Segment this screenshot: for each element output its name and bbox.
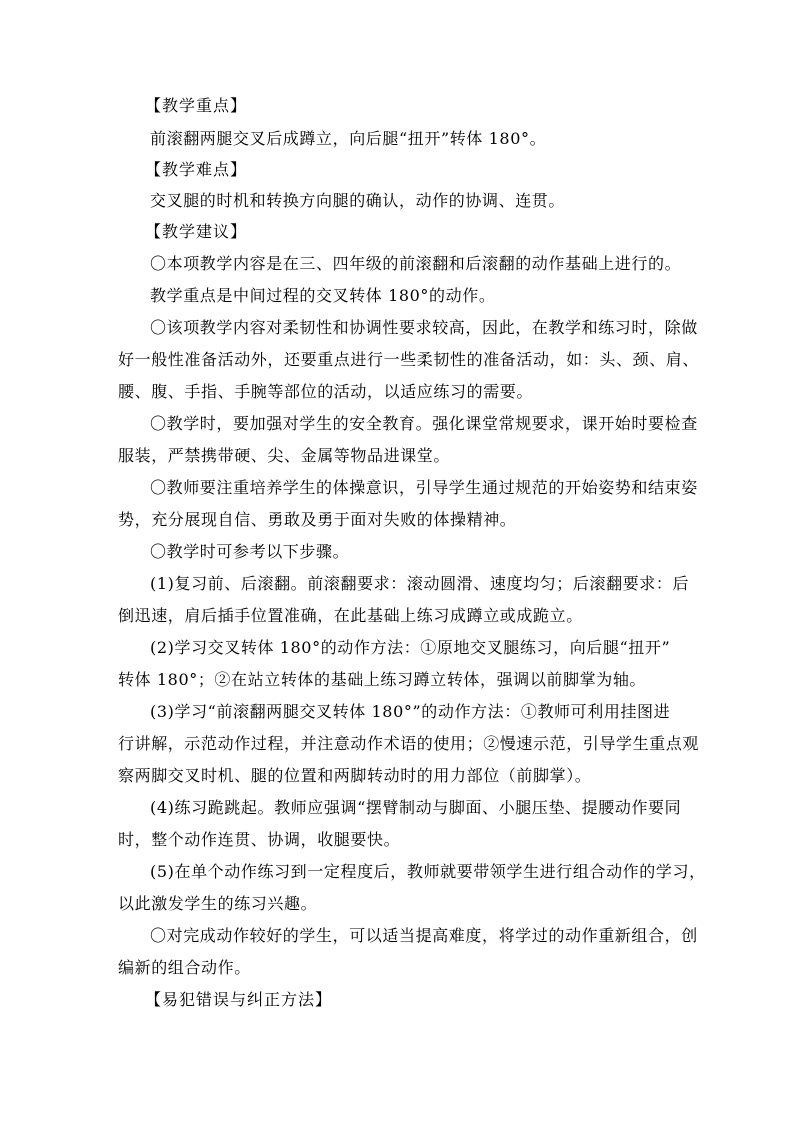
section-heading-suggestion: 【教学建议】 — [145, 222, 248, 241]
paragraph-line: 教学重点是中间过程的交叉转体 180°的动作。 — [150, 286, 496, 305]
paragraph-line: 〇教学时，要加强对学生的安全教育。强化课堂常规要求，课开始时要检查 — [150, 414, 698, 433]
paragraph-line: 腰、腹、手指、手腕等部位的活动，以适应练习的需要。 — [118, 382, 534, 401]
paragraph-line: 服装，严禁携带硬、尖、金属等物品进课堂。 — [118, 446, 451, 465]
paragraph-line: (4)练习跪跳起。教师应强调“摆臂制动与脚面、小腿压垫、提腰动作要同 — [150, 798, 682, 817]
paragraph-line: 倒迅速，肩后插手位置准确，在此基础上练习成蹲立或成跪立。 — [118, 606, 583, 625]
paragraph-line: 时，整个动作连贯、协调，收腿要快。 — [118, 830, 401, 849]
paragraph-line: 察两脚交叉时机、腿的位置和两脚转动时的用力部位（前脚掌）。 — [118, 766, 592, 785]
section-heading-common-errors: 【易犯错误与纠正方法】 — [145, 990, 333, 1009]
paragraph-line: (2)学习交叉转体 180°的动作方法：①原地交叉腿练习，向后腿“扭开” — [150, 638, 671, 657]
paragraph-line: 〇教师要注重培养学生的体操意识，引导学生通过规范的开始姿势和结束姿 — [150, 478, 698, 497]
paragraph-line: 转体 180°；②在站立转体的基础上练习蹲立转体，强调以前脚掌为轴。 — [118, 670, 647, 689]
paragraph-line: (1)复习前、后滚翻。前滚翻要求：滚动圆滑、速度均匀；后滚翻要求：后 — [150, 574, 690, 593]
paragraph-line: 〇教学时可参考以下步骤。 — [150, 542, 350, 561]
paragraph-line: (3)学习“前滚翻两腿交叉转体 180°”的动作方法：①教师可利用挂图进 — [150, 702, 671, 721]
paragraph-line: 以此激发学生的练习兴趣。 — [118, 894, 318, 913]
section-heading-difficulty: 【教学难点】 — [145, 160, 248, 179]
paragraph-line: 〇对完成动作较好的学生，可以适当提高难度，将学过的动作重新组合，创 — [150, 926, 698, 945]
difficulty-text: 交叉腿的时机和转换方向腿的确认，动作的协调、连贯。 — [150, 191, 566, 210]
paragraph-line: (5)在单个动作练习到一定程度后，教师就要带领学生进行组合动作的学习， — [150, 862, 706, 881]
paragraph-line: 势，充分展现自信、勇敢及勇于面对失败的体操精神。 — [118, 510, 517, 529]
paragraph-line: 〇该项教学内容对柔韧性和协调性要求较高，因此，在教学和练习时，除做 — [150, 318, 698, 337]
paragraph-line: 好一般性准备活动外，还要重点进行一些柔韧性的准备活动，如：头、颈、肩、 — [118, 350, 700, 369]
paragraph-line: 〇本项教学内容是在三、四年级的前滚翻和后滚翻的动作基础上进行的。 — [150, 254, 682, 273]
paragraph-line: 编新的组合动作。 — [118, 958, 251, 977]
paragraph-line: 行讲解，示范动作过程，并注意动作术语的使用；②慢速示范，引导学生重点观 — [118, 734, 700, 753]
section-heading-key-point: 【教学重点】 — [145, 96, 248, 115]
key-point-text: 前滚翻两腿交叉后成蹲立，向后腿“扭开”转体 180°。 — [150, 129, 547, 148]
